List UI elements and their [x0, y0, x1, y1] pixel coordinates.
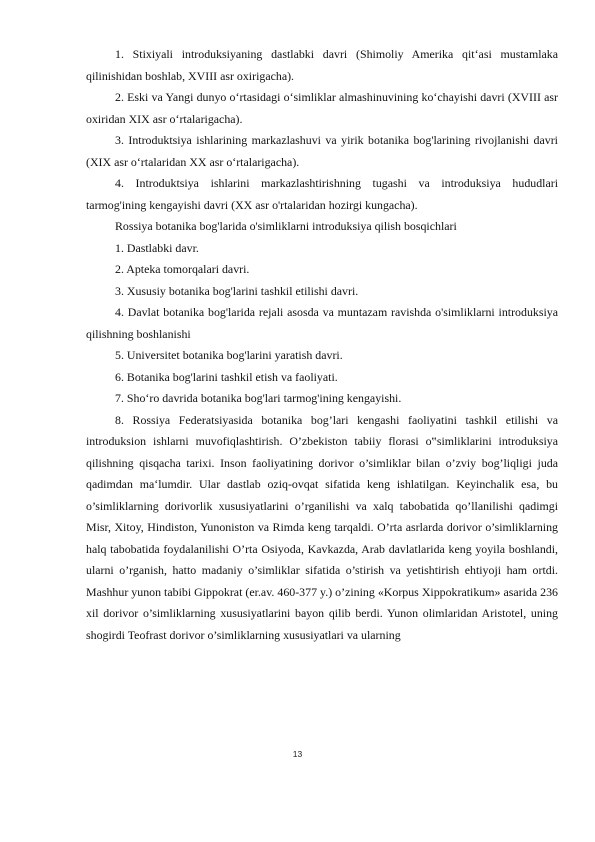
paragraph-period-2: 2. Eski va Yangi dunyo o‘rtasidagi o‘simliklar almashinuvining ko‘chayishi davri (XVIII asr oxiridan XIX asr o‘rtalarigacha).: [86, 90, 558, 126]
page-number: 13: [292, 749, 303, 759]
paragraph-period-4: 4. Introduktsiya ishlarini markazlashtirishning tugashi va introduksiya hududlari tarmog'ining kengayishi davri (XX asr o'rtalaridan hozirgi kungacha).: [86, 176, 558, 212]
document-body: [86, 44, 558, 646]
list-item-stage-8-body: 8. Rossiya Federatsiyasida botanika bog’lari kengashi faoliyatini tashkil etilishi va introduksion ishlarni muvofiqlashtirish. O’zbekiston tabiiy florasi o‟simliklarini introduksiya qilishning qisqacha tarixi. Inson faoliyatining dorivor o’simliklar bilan o’zviy bog’liqligi juda qadimdan ma‘lumdir. Ular dastlab oziq-ovqat sifatida keng ishlatilgan. Keyinchalik esa, bu o’simliklarning dorivorlik xususiyatlarini o’rganilishi va xalq tabobatida qo’llanilishi qadimgi Misr, Xitoy, Hindiston, Yunoniston va Rimda keng tarqaldi. O’rta asrlarda dorivor o’simliklarning halq tabobatida foydalanilishi O’rta Osiyoda, Kavkazda, Arab davlatlarida keng yoyila boshlandi, ularni o’rganish, hatto madaniy o’simliklar sifatida o’stirish va yetishtirish ehtiyoji ham ortdi. Mashhur yunon tabibi Gippokrat (er.av. 460-377 y.) o’zining «Korpus Xippokratikum» asarida 236 xil dorivor o’simliklarning xususiyatlarini bayon qilib berdi. Yunon olimlaridan Aristotel, uning shogirdi Teofrast dorivor o’simliklarning xususiyatlari va ularning: [86, 412, 558, 642]
list-item-stage-5: 5. Universitet botanika bog'larini yaratish davri.: [115, 348, 343, 362]
list-item-stage-4: 4. Davlat botanika bog'larida rejali asosda va muntazam ravishda o'simliklarni introduksiya qilishning boshlanishi: [86, 305, 558, 341]
list-item-stage-7: 7. Sho‘ro davrida botanika bog'lari tarmog'ining kengayishi.: [115, 391, 402, 405]
list-item-stage-6: 6. Botanika bog'larini tashkil etish va faoliyati.: [115, 369, 338, 384]
list-item-stage-3: 3. Xususiy botanika bog'larini tashkil etilishi davri.: [115, 283, 359, 298]
section-heading-russia-stages: Rossiya botanika bog'larida o'simliklarni introduksiya qilish bosqichlari: [115, 219, 457, 233]
paragraph-period-1: 1. Stixiyali introduksiyaning dastlabki davri (Shimoliy Amerika qit‘asi mustamlaka qilinishidan boshlab, XVIII asr oxirigacha).: [86, 47, 558, 83]
list-item-stage-1: 1. Dastlabki davr.: [115, 240, 199, 255]
paragraph-period-3: 3. Introduktsiya ishlarining markazlashuvi va yirik botanika bog'larining rivojlanishi davri (XIX asr o‘rtalaridan XX asr o‘rtalarigacha).: [86, 133, 558, 169]
list-item-stage-2: 2. Apteka tomorqalari davri.: [115, 262, 250, 276]
